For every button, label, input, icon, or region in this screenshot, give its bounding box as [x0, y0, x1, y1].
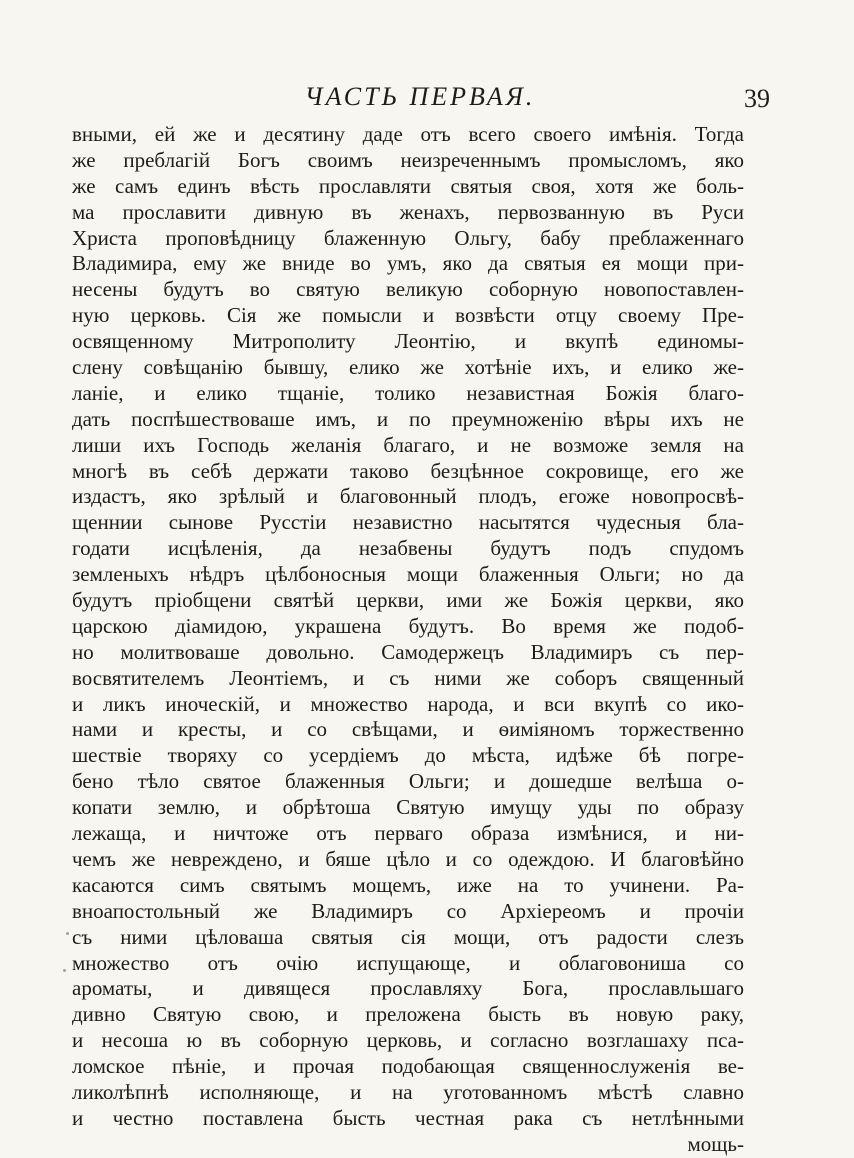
- text-line: Владимира, ему же вниде во умъ, яко да святыя ея мощи при-: [72, 251, 744, 276]
- text-line: лежаща, и ничтоже отъ перваго образа измѣнися, и ни-: [72, 821, 744, 846]
- text-line: съ ними цѣловаша святыя сія мощи, отъ радости слезъ: [72, 924, 744, 949]
- text-line: же преблагій Богъ своимъ неизреченнымъ промысломъ, яко: [72, 147, 744, 172]
- text-line: слену совѣщанію бывшу, елико же хотѣніе ихъ, и елико же-: [72, 355, 744, 380]
- text-line: но молитвоваше довольно. Самодержецъ Владимиръ съ пер-: [72, 639, 744, 664]
- text-line: вными, ей же и десятину даде отъ всего своего имѣнія. Тогда: [72, 122, 744, 146]
- text-line: множество отъ очію испущающе, и облаговониша со: [72, 950, 744, 975]
- text-line: будутъ пріобщени святѣй церкви, ими же Божія церкви, яко: [72, 588, 744, 613]
- text-line: щеннии сынове Русстіи независтно насытятся чудесныя бла-: [72, 510, 744, 535]
- text-line: Христа проповѣдницу блаженную Ольгу, бабу преблаженнаго: [72, 225, 744, 250]
- text-line: годати исцѣленія, да незабвены будутъ подъ спудомъ: [72, 536, 744, 561]
- text-line: освященному Митрополиту Леонтію, и вкупѣ единомы-: [72, 329, 744, 354]
- text-line: копати землю, и обрѣтоша Святую имущу уды по образу: [72, 795, 744, 820]
- text-line: и ликъ иноческій, и множество народа, и вси вкупѣ со ико-: [72, 691, 744, 716]
- text-line: ароматы, и дивящеся прославляху Бога, прославльшаго: [72, 976, 744, 1001]
- text-line: бено тѣло святое блаженныя Ольги; и дошедше велѣша о-: [72, 769, 744, 794]
- text-line: земленыхъ нѣдръ цѣлбоносныя мощи блаженныя Ольги; но да: [72, 562, 744, 587]
- text-line: издастъ, яко зрѣлый и благовонный плодъ, егоже новопросвѣ-: [72, 484, 744, 509]
- text-line: и честно поставлена бысть честная рака съ нетлѣнными: [72, 1105, 744, 1130]
- text-line: мощь-: [687, 1131, 744, 1156]
- text-line: шествіе творяху со усердіемъ до мѣста, идѣже бѣ погре-: [72, 743, 744, 768]
- text-line: ную церковь. Сія же помысли и возвѣсти отцу своему Пре-: [72, 303, 744, 328]
- text-line: и несоша ю въ соборную церковь, и согласно возглашаху пса-: [72, 1028, 744, 1053]
- text-line: ломское пѣніе, и прочая подобающая священнослуженія ве-: [72, 1054, 744, 1079]
- text-line: царскою діамидою, украшена будутъ. Во время же подоб-: [72, 613, 744, 638]
- text-line: ланіе, и елико тщаніе, толико независтная Божія благо-: [72, 380, 744, 405]
- scan-speck: [66, 932, 69, 935]
- text-line: несены будутъ во святую великую соборную новопоставлен-: [72, 277, 744, 302]
- scan-speck: [63, 969, 66, 972]
- text-line: дать поспѣшествоваше имъ, и по преумноженію вѣры ихъ не: [72, 406, 744, 431]
- text-line: восвятителемъ Леонтіемъ, и съ ними же соборъ священный: [72, 665, 744, 690]
- page-number: 39: [744, 84, 770, 113]
- text-line: ликолѣпнѣ исполняюще, и на уготованномъ мѣстѣ славно: [72, 1079, 744, 1104]
- running-header-title: ЧАСТЬ ПЕРВАЯ.: [304, 82, 536, 111]
- text-line: лиши ихъ Господь желанія благаго, и не возможе земля на: [72, 432, 744, 457]
- text-line: вноапостольный же Владимиръ со Архіереомъ и прочіи: [72, 898, 744, 923]
- text-line: дивно Святую свою, и преложена бысть въ новую раку,: [72, 1002, 744, 1027]
- text-line: ма прославити дивную въ женахъ, первозванную въ Руси: [72, 199, 744, 224]
- text-line: многѣ въ себѣ держати таково безцѣнное сокровище, его же: [72, 458, 744, 483]
- text-line: чемъ же невреждено, и бяше цѣло и со одеждою. И благовѣйно: [72, 846, 744, 871]
- text-line: же самъ единъ вѣсть прославляти святыя своя, хотя же боль-: [72, 173, 744, 198]
- text-line: касаются симъ святымъ мощемъ, иже на то учинени. Ра-: [72, 872, 744, 897]
- body-text: [72, 122, 744, 1158]
- text-line: нами и кресты, и со свѣщами, и ѳиміяномъ торжественно: [72, 717, 744, 742]
